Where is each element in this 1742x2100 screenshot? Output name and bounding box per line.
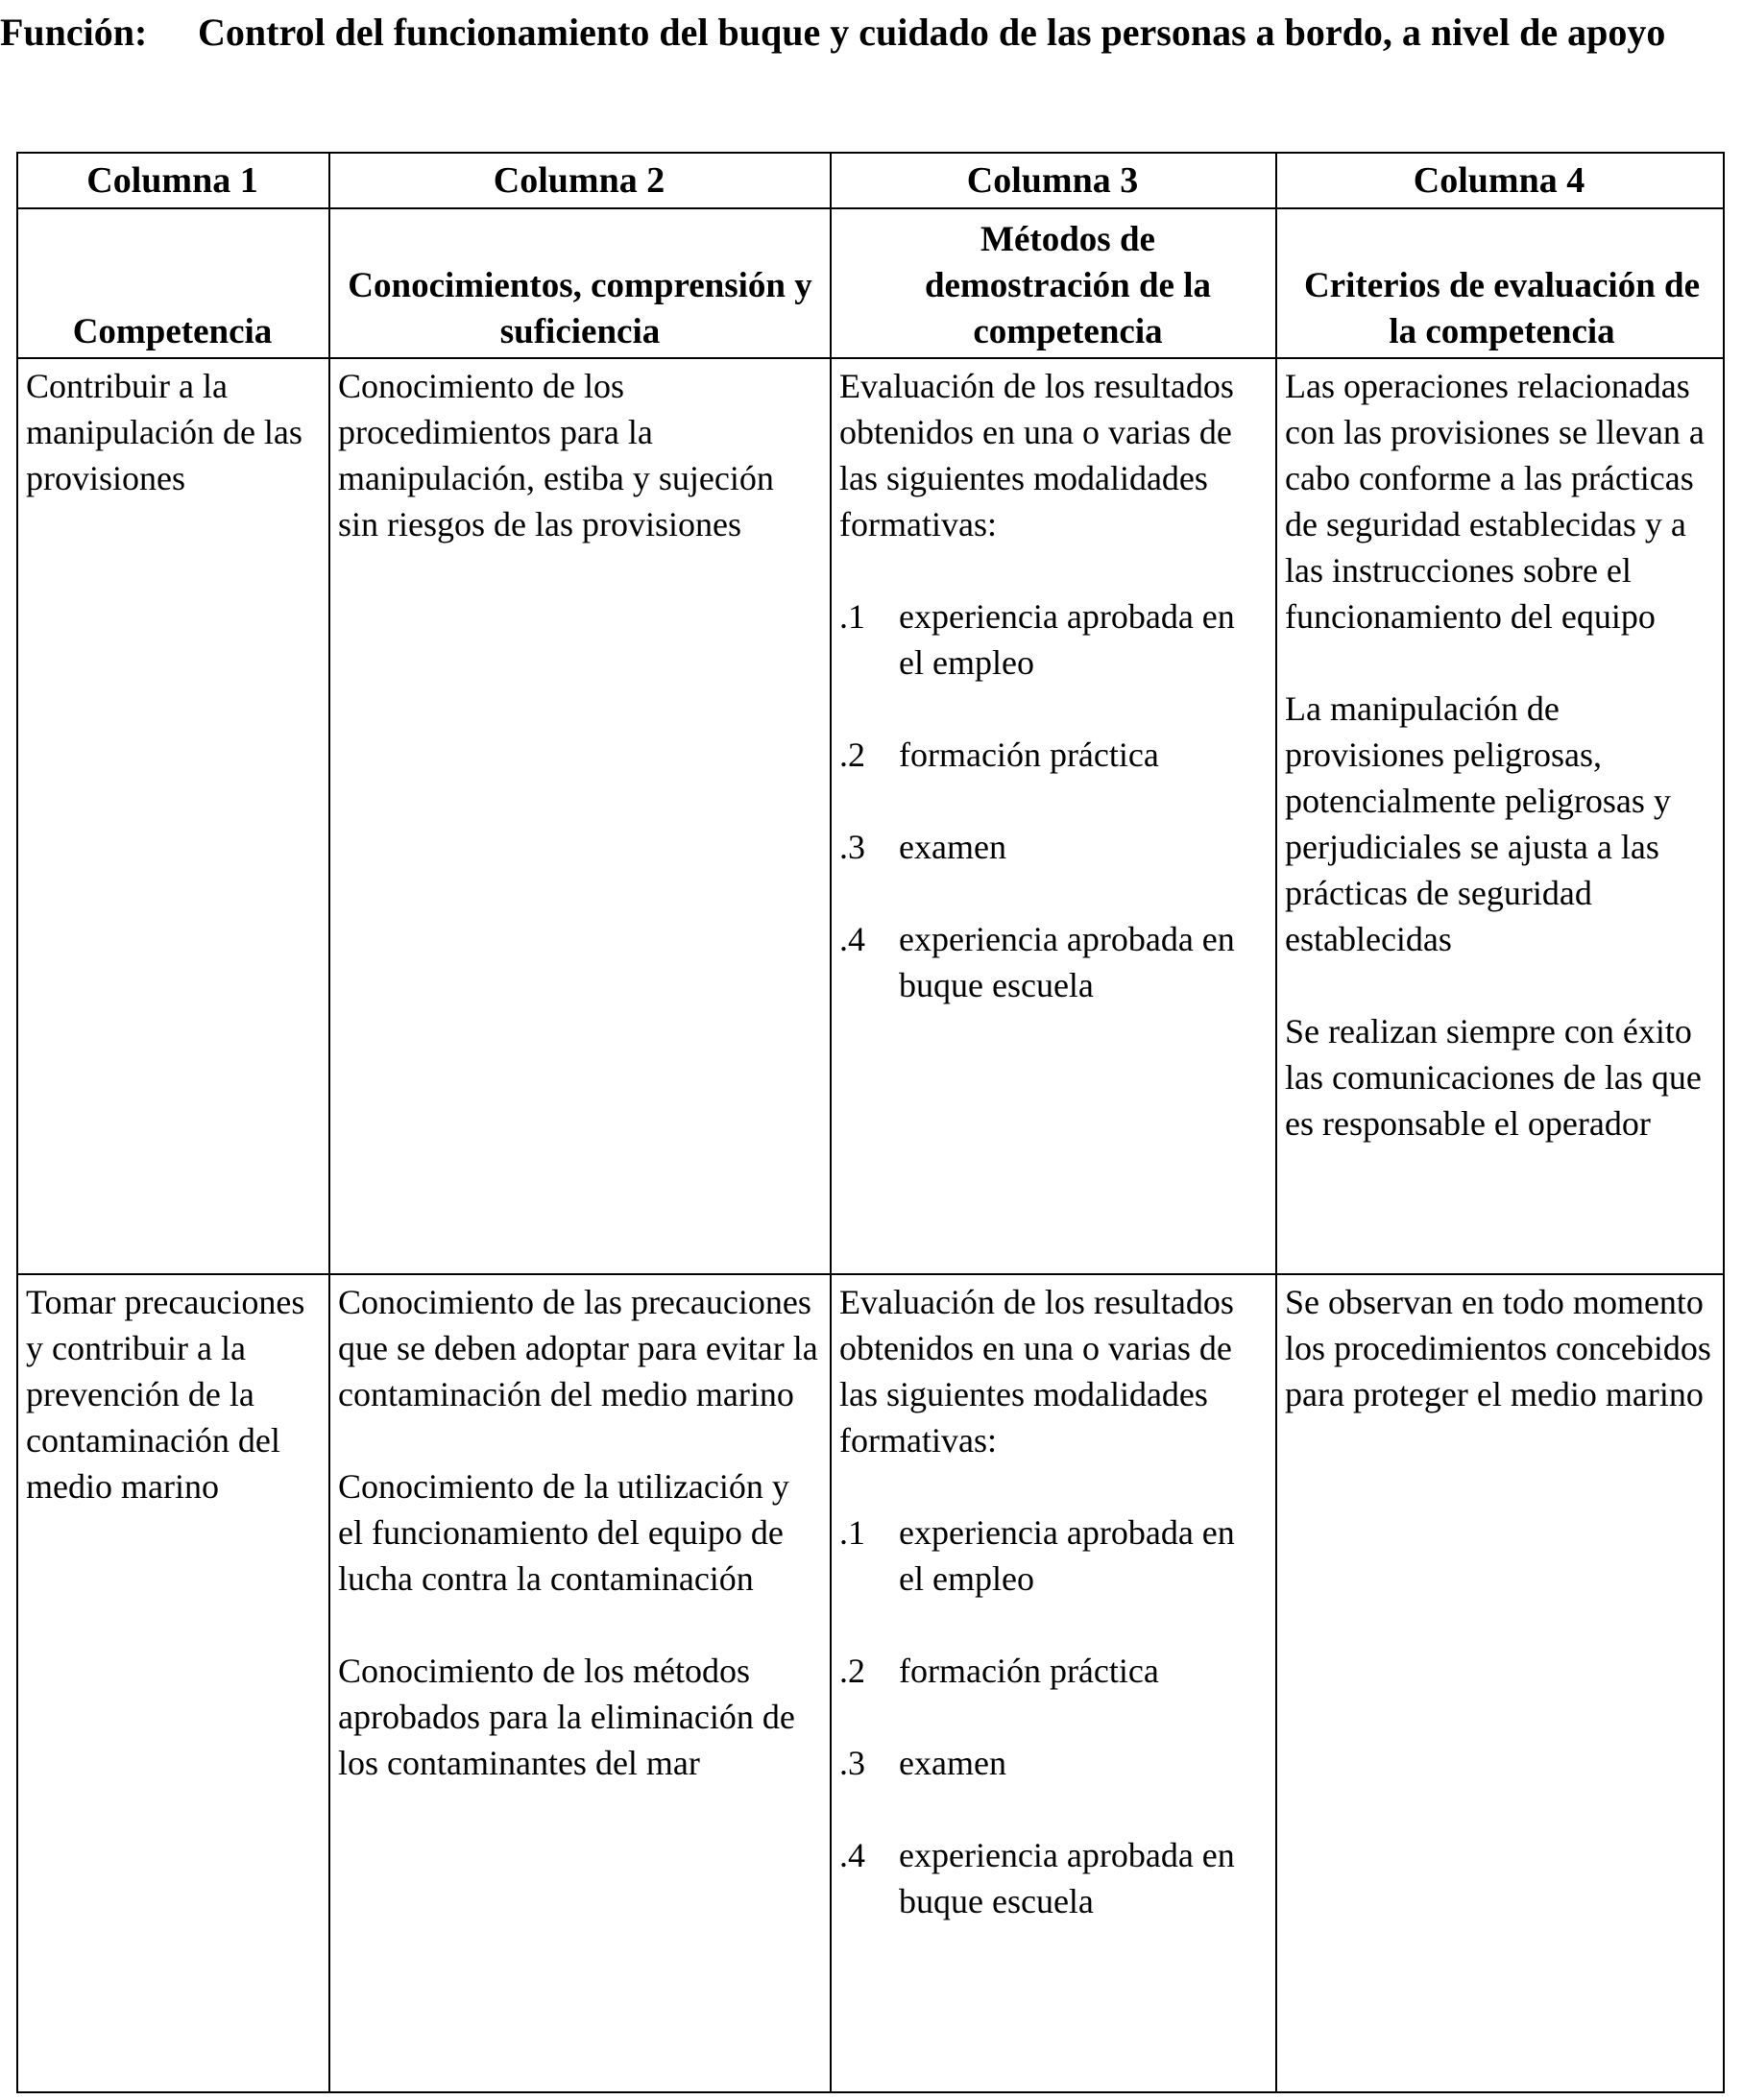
method-number: .4 <box>839 1836 865 1874</box>
criteria-cell <box>1276 1274 1724 2092</box>
competence-table <box>16 152 1725 2093</box>
method-number: .1 <box>839 1513 865 1552</box>
method-number: .3 <box>839 1744 865 1782</box>
column-title-row <box>17 208 1724 358</box>
method-text: experiencia aprobada en buque escuela <box>899 1836 1235 1920</box>
method-item <box>839 824 1266 870</box>
column-number-row <box>17 153 1724 208</box>
criteria-paragraph: Se realizan siempre con éxito las comunicaciones de las que es responsable el operador <box>1285 1012 1702 1143</box>
method-text: experiencia aprobada en el empleo <box>899 1513 1235 1598</box>
method-number: .4 <box>839 920 865 958</box>
column-number-header: Columna 3 <box>831 153 1276 208</box>
methods-intro: Evaluación de los resultados obtenidos en una o varias de las siguientes modalidades formativas: <box>839 1283 1234 1460</box>
method-number: .2 <box>839 1652 865 1690</box>
criteria-paragraph: Las operaciones relacionadas con las provisiones se llevan a cabo conforme a las prácticas de seguridad establecidas y a las instrucciones sobre el funcionamiento del equipo <box>1285 367 1705 636</box>
table-row <box>17 1274 1724 2092</box>
method-item <box>839 1509 1266 1602</box>
competence-text: Contribuir a la manipulación de las provisiones <box>26 367 302 497</box>
function-label: Función: <box>0 11 148 54</box>
method-text: experiencia aprobada en el empleo <box>899 597 1235 682</box>
methods-cell <box>831 358 1276 1274</box>
table-row <box>17 358 1724 1274</box>
competence-text: Tomar precauciones y contribuir a la prevención de la contaminación del medio marino <box>26 1283 305 1506</box>
column-number-header: Columna 2 <box>329 153 831 208</box>
competence-cell <box>17 358 329 1274</box>
method-number: .1 <box>839 597 865 636</box>
methods-intro: Evaluación de los resultados obtenidos en una o varias de las siguientes modalidades formativas: <box>839 367 1234 543</box>
criteria-paragraph: La manipulación de provisiones peligrosas, potencialmente peligrosas y perjudiciales se ajusta a las prácticas de seguridad establecidas <box>1285 689 1671 958</box>
competence-cell <box>17 1274 329 2092</box>
column-title-header: Criterios de evaluación de la competencia <box>1276 208 1724 358</box>
method-number: .2 <box>839 736 865 774</box>
method-item <box>839 1740 1266 1786</box>
method-item <box>839 732 1266 778</box>
knowledge-cell <box>329 1274 831 2092</box>
method-text: formación práctica <box>899 1652 1159 1690</box>
method-item <box>839 1832 1266 1924</box>
column-title-header: Conocimientos, comprensión y suficiencia <box>329 208 831 358</box>
column-number-header: Columna 4 <box>1276 153 1724 208</box>
method-number: .3 <box>839 828 865 866</box>
column-title-header: Métodos de demostración de la competencia <box>831 208 1276 358</box>
column-number-header: Columna 1 <box>17 153 329 208</box>
criteria-cell <box>1276 358 1724 1274</box>
method-item <box>839 1648 1266 1694</box>
knowledge-paragraph: Conocimiento de los métodos aprobados para la eliminación de los contaminantes del mar <box>338 1652 795 1782</box>
method-item <box>839 916 1266 1008</box>
method-text: experiencia aprobada en buque escuela <box>899 920 1235 1004</box>
criteria-paragraph: Se observan en todo momento los procedimientos concebidos para proteger el medio marino <box>1285 1283 1711 1413</box>
method-text: formación práctica <box>899 736 1159 774</box>
knowledge-paragraph: Conocimiento de la utilización y el funcionamiento del equipo de lucha contra la contaminación <box>338 1467 789 1598</box>
function-title: Control del funcionamiento del buque y cuidado de las personas a bordo, a nivel de apoyo <box>198 11 1666 54</box>
knowledge-paragraph: Conocimiento de los procedimientos para la manipulación, estiba y sujeción sin riesgos de las provisiones <box>338 367 774 543</box>
method-item <box>839 593 1266 686</box>
methods-cell <box>831 1274 1276 2092</box>
column-title-header: Competencia <box>17 208 329 358</box>
method-text: examen <box>899 1744 1006 1782</box>
method-text: examen <box>899 828 1006 866</box>
knowledge-cell <box>329 358 831 1274</box>
knowledge-paragraph: Conocimiento de las precauciones que se deben adoptar para evitar la contaminación del medio marino <box>338 1283 818 1413</box>
